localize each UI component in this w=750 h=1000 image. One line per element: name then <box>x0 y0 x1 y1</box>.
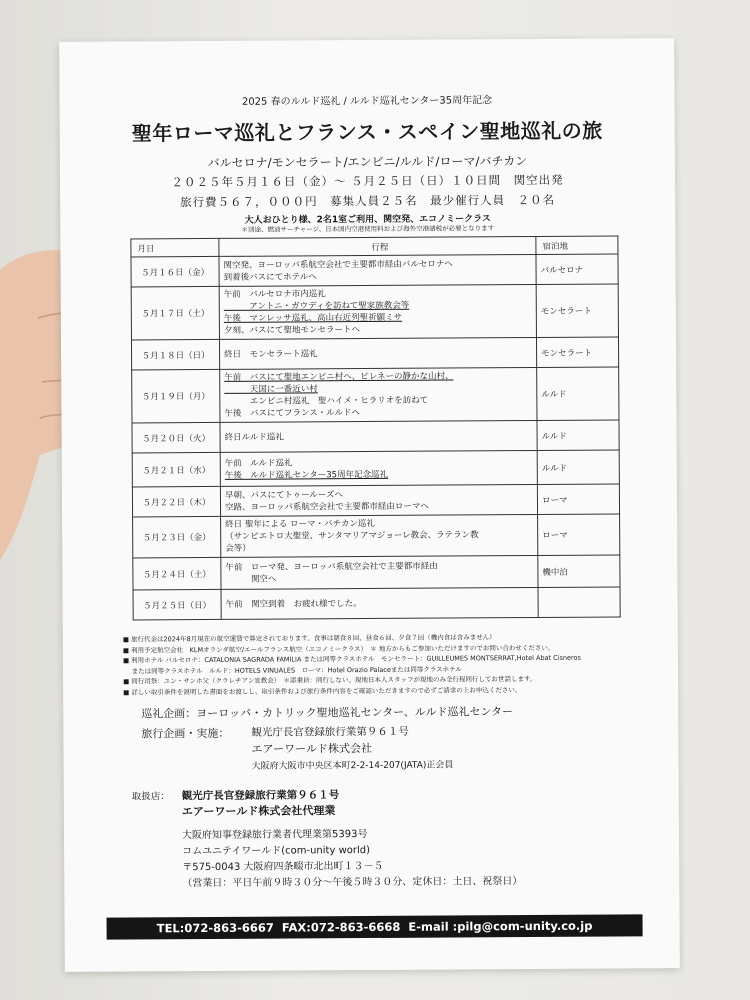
note-line: または同等クラスホテル ルルド：HOTELS VINUALES ローマ：Hotel Orazio Palaceまたは同等クラスホテル <box>122 665 462 676</box>
row-stay: 機中泊 <box>538 555 620 588</box>
table-row <box>133 555 620 590</box>
note-line: ■ 同行司祭：ユン・サンホ父（クラレチアン宣教会） ＊添乗員：同行しない。現地日本人スタッフが現地のみ全行程同行してお世話します。 <box>123 675 537 686</box>
note-line: ■ 詳しい取引条件を説明した書面をお渡しし、取引条件および旅行条件内容をご確認いただきますので必ずご請求の上お申込ください。 <box>123 686 522 697</box>
row-schedule <box>219 284 536 339</box>
schedule-line: 終日ルルド巡礼 <box>224 432 284 443</box>
row-date: ５月１６日（金） <box>131 256 219 287</box>
schedule-line: 関空発、ヨーロッパ系航空会社で主要都市経由バルセロナへ <box>223 258 453 271</box>
schedule-line: 午後 バスにてフランス・ルルドへ <box>224 408 361 419</box>
agency-name: コムユニテイワールド(com-unity world) <box>182 845 371 858</box>
row-stay: ローマ <box>537 484 619 515</box>
schedule-line: 午前 バルセロナ市内巡礼 <box>223 289 326 300</box>
agency-osaka-reg: 大阪府知事登録旅行業者代理業第5393号 <box>181 829 368 842</box>
contact-tel: TEL:072-863-6667 <box>156 920 274 936</box>
table-row <box>132 367 619 423</box>
row-schedule <box>219 254 536 286</box>
agency-hours: （営業日：平日午前９時３０分～午後５時３０分、定休日：土日、祝祭日） <box>182 876 523 890</box>
table-row <box>131 337 618 370</box>
row-schedule <box>220 367 537 422</box>
schedule-line: 午前 ルルド巡礼 <box>224 457 293 469</box>
flyer-subtitle: 2025 春のルルド巡礼 / ルルド巡礼センター35周年記念 <box>241 95 493 108</box>
row-date: ５月２２日（木） <box>132 486 220 517</box>
schedule-line: 関空へ <box>225 574 277 585</box>
row-stay: ルルド <box>537 367 619 420</box>
row-stay: モンセラート <box>536 284 618 337</box>
table-row <box>132 420 619 453</box>
agency-address: 〒575-0043 大阪府四条畷市北出町１３－５ <box>182 860 384 874</box>
surcharge-note: ＊別途、燃油サーチャージ、日本国内空港使用料および海外空港諸税が必要となります <box>241 224 495 234</box>
table-row <box>131 284 618 340</box>
schedule-line: アントニ・ガウディを訪ねて聖家族教会等 <box>223 300 410 312</box>
schedule-line: 終日 モンセラート巡礼 <box>224 348 318 360</box>
schedule-line: 夕刻、バスにて聖地モンセラートへ <box>223 325 360 336</box>
contact-fax: FAX:072-863-6668 <box>281 919 401 935</box>
schedule-line: 午前 ローマ発、ヨーロッパ系航空会社で主要都市経由 <box>225 561 438 573</box>
planning-company: エアーワールド株式会社 <box>251 741 372 756</box>
table-row <box>133 587 620 620</box>
agency-label: 取扱店： <box>131 791 170 803</box>
schedule-line: 天国に一番近い村 <box>224 384 318 395</box>
row-date: ５月２４日（土） <box>133 557 221 590</box>
dates-line: ２０２５年５月１６日（金）～ ５月２５日（日）１０日間 関空出発 <box>171 172 564 190</box>
schedule-line: 終日 聖年による ローマ・バチカン巡礼 <box>225 518 375 530</box>
row-stay: ルルド <box>537 420 619 451</box>
row-date: ５月２５日（日） <box>133 589 221 620</box>
pilgrimage-organizer: 巡礼企画：ヨーロッパ・カトリック聖地巡礼センター、ルルド巡礼センター <box>141 705 514 721</box>
row-schedule <box>219 337 536 369</box>
flyer-sheet <box>59 38 680 972</box>
column-header-stay: 宿泊地 <box>536 236 618 255</box>
terms-notes <box>123 632 581 698</box>
table-row <box>131 254 618 287</box>
schedule-line: 午前 関空到着 お疲れ様でした。 <box>225 598 362 610</box>
row-stay <box>538 587 620 618</box>
row-stay: バルセロナ <box>536 254 618 285</box>
row-date: ５月１７日（土） <box>131 286 219 340</box>
price-line: 旅行費５６７，０００円 募集人員２５名 最少催行人員 ２０名 <box>180 192 556 210</box>
schedule-line: 午後 ルルド巡礼センター35周年記念巡礼 <box>224 469 389 481</box>
contact-bar <box>107 914 643 939</box>
agency-registration: 観光庁長官登録旅行業第９６１号 <box>181 789 340 803</box>
contact-email: E-mail :pilg@com-unity.co.jp <box>408 918 593 934</box>
schedule-line: 会等） <box>225 543 251 554</box>
column-header-schedule: 行程 <box>219 236 536 256</box>
schedule-line: エンビニ村巡礼 聖ハイメ・ヒラリオを訪ねて <box>224 395 429 407</box>
note-line: ■ 旅行代金は2024年8月現在の航空運賃で算定されております。食事は朝食８回、昼食６回、夕食７回（機内食は含みません） <box>122 633 496 644</box>
row-stay: ローマ <box>538 514 620 556</box>
room-condition: 大人おひとり様、2名1室ご利用、関空発、エコノミークラス <box>244 214 491 226</box>
column-header-date: 月日 <box>131 238 219 257</box>
planning-registration: 観光庁長官登録旅行業第９６１号 <box>251 725 409 739</box>
row-schedule <box>221 514 538 557</box>
row-date: ５月２０日（火） <box>132 422 220 453</box>
row-date: ５月１８日（日） <box>131 339 219 370</box>
agency-agent: エアーワールド株式会社代理業 <box>181 804 336 819</box>
schedule-line: 早朝、バスにてトゥールーズへ <box>224 489 343 501</box>
planning-label: 旅行企画・実施： <box>141 726 230 741</box>
note-line: ■ 利用ホテル バルセロナ：CATALONIA SAGRADA FAMILIA または同等クラスホテル モンセラート：GUILLEUMES MONTSERRAT,Hotel Abat Cisneros <box>122 653 581 665</box>
note-line: ■ 利用予定航空会社 KLMオランダ航空/エールフランス航空（エコノミークラス） ＊ 地方からもご参加いただけますのでお問い合わせください。 <box>122 643 555 655</box>
table-row <box>132 450 619 487</box>
route-line: バルセロナ/モンセラート/エンビニ/ルルド/ローマ/バチカン <box>207 154 528 170</box>
row-stay: ルルド <box>537 450 619 485</box>
row-schedule <box>221 555 538 589</box>
planning-address: 大阪府大阪市中央区本町2-2-14-207(JATA)正会員 <box>251 760 454 772</box>
row-schedule <box>220 484 537 516</box>
row-date: ５月２１日（水） <box>132 452 220 487</box>
row-schedule <box>220 420 537 452</box>
schedule-line: 到着後バスにてホテルへ <box>223 271 317 283</box>
schedule-line: （サンピエトロ大聖堂、サンタマリアマジョーレ教会、ラテラン教 <box>225 530 479 542</box>
row-date: ５月２３日（金） <box>133 516 221 558</box>
table-row <box>133 514 620 558</box>
row-schedule <box>220 450 537 486</box>
itinerary-table <box>130 235 620 620</box>
table-row <box>132 484 619 517</box>
flyer-title: 聖年ローマ巡礼とフランス・スペイン聖地巡礼の旅 <box>131 118 603 146</box>
schedule-line: 午後 マンレッサ巡礼、高山右近列聖祈願ミサ <box>223 312 403 324</box>
schedule-line: 空路、ヨーロッパ系航空会社で主要都市経由ローマへ <box>224 501 429 513</box>
row-schedule <box>221 587 538 619</box>
row-stay: モンセラート <box>536 337 618 368</box>
schedule-line: 午前 バスにて聖地エンビニ村へ、ピレネーの静かな山村、 <box>224 371 454 383</box>
row-date: ５月１９日（月） <box>132 369 220 423</box>
